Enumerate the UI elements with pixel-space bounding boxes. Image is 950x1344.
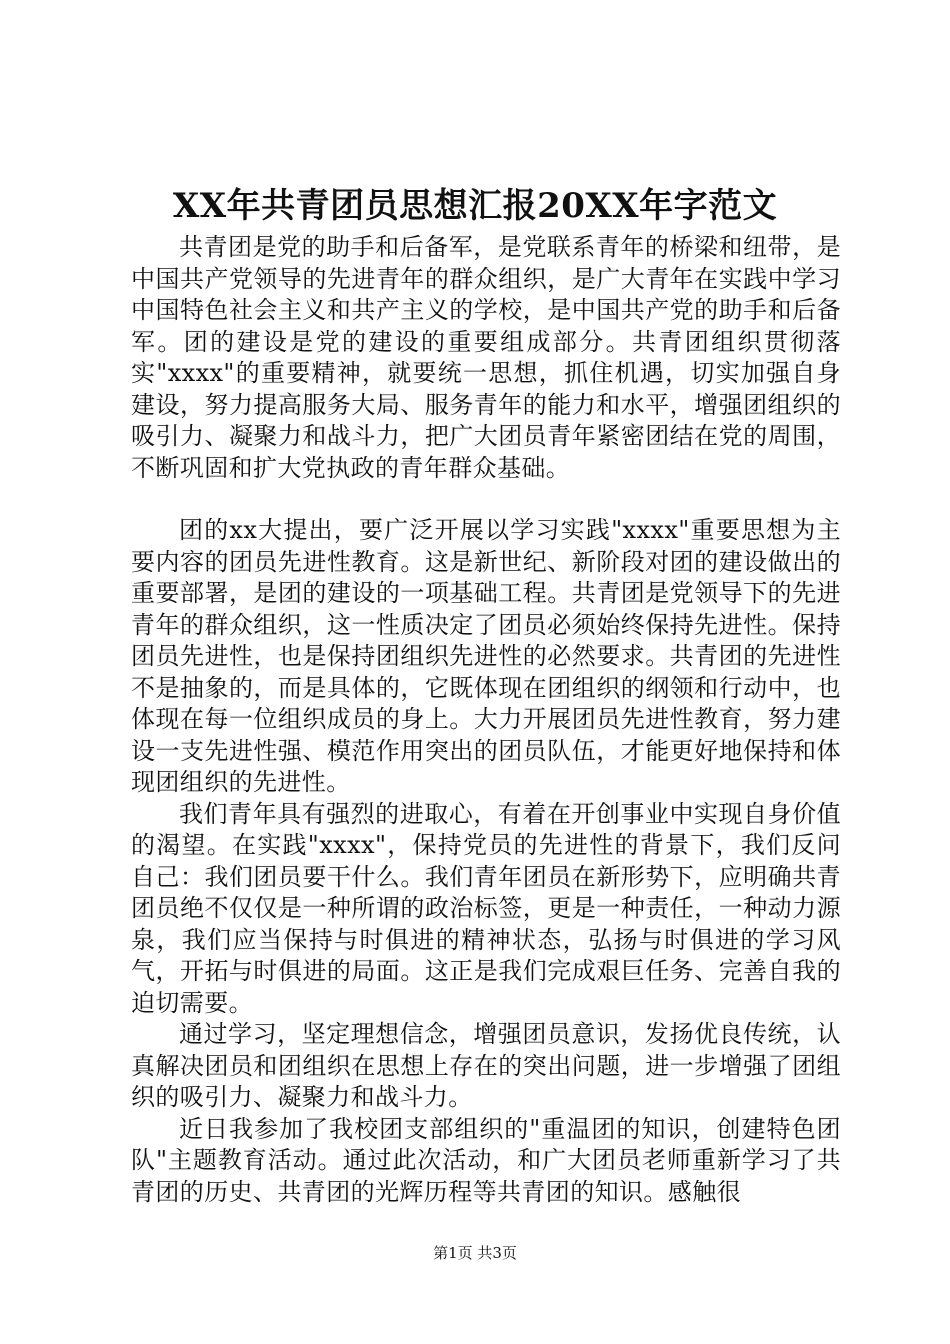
paragraph-2: 团的xx大提出，要广泛开展以学习实践"xxxx"重要思想为主要内容的团员先进性教育。这是新世纪、新阶段对团的建设做出的重要部署，是团的建设的一项基础工程。共青团是党领导下的先进青年的群众组织，这一性质决定了团员必须始终保持先进性。保持团员先进性，也是保持团组织先进性的必然要求。共青团的先进性不是抽象的，而是具体的，它既体现在团组织的纲领和行动中，也体现在每一位组织成员的身上。大力开展团员先进性教育，努力建设一支先进性强、模范作用突出的团员队伍，才能更好地保持和体现团组织的先进性。	[131, 516, 841, 796]
paragraph-5: 近日我参加了我校团支部组织的"重温团的知识，创建特色团队"主题教育活动。通过此次活动，和广大团员老师重新学习了共青团的历史、共青团的光辉历程等共青团的知识。感触很	[131, 1114, 841, 1206]
paragraph-3: 我们青年具有强烈的进取心，有着在开创事业中实现自身价值的渴望。在实践"xxxx"，保持党员的先进性的背景下，我们反问自己：我们团员要干什么。我们青年团员在新形势下，应明确共青团员绝不仅仅是一种所谓的政治标签，更是一种责任，一种动力源泉，我们应当保持与时俱进的精神状态，弘扬与时俱进的学习风气，开拓与时俱进的局面。这正是我们完成艰巨任务、完善自我的迫切需要。	[131, 799, 841, 1017]
paragraph-4: 通过学习，坚定理想信念，增强团员意识，发扬优良传统，认真解决团员和团组织在思想上存在的突出问题，进一步增强了团组织的吸引力、凝聚力和战斗力。	[131, 1020, 841, 1111]
paragraph-1: 共青团是党的助手和后备军，是党联系青年的桥梁和纽带，是中国共产党领导的先进青年的群众组织，是广大青年在实践中学习中国特色社会主义和共产主义的学校，是中国共产党的助手和后备军。团的建设是党的建设的重要组成部分。共青团组织贯彻落实"xxxx"的重要精神，就要统一思想，抓住机遇，切实加强自身建设，努力提高服务大局、服务青年的能力和水平，增强团组织的吸引力、凝聚力和战斗力，把广大团员青年紧密团结在党的周围，不断巩固和扩大党执政的青年群众基础。	[131, 233, 841, 482]
document-body	[131, 232, 841, 1208]
page-number-footer: 第1页 共3页	[433, 1244, 517, 1262]
document-title: XX年共青团员思想汇报20XX年字范文	[172, 186, 778, 226]
